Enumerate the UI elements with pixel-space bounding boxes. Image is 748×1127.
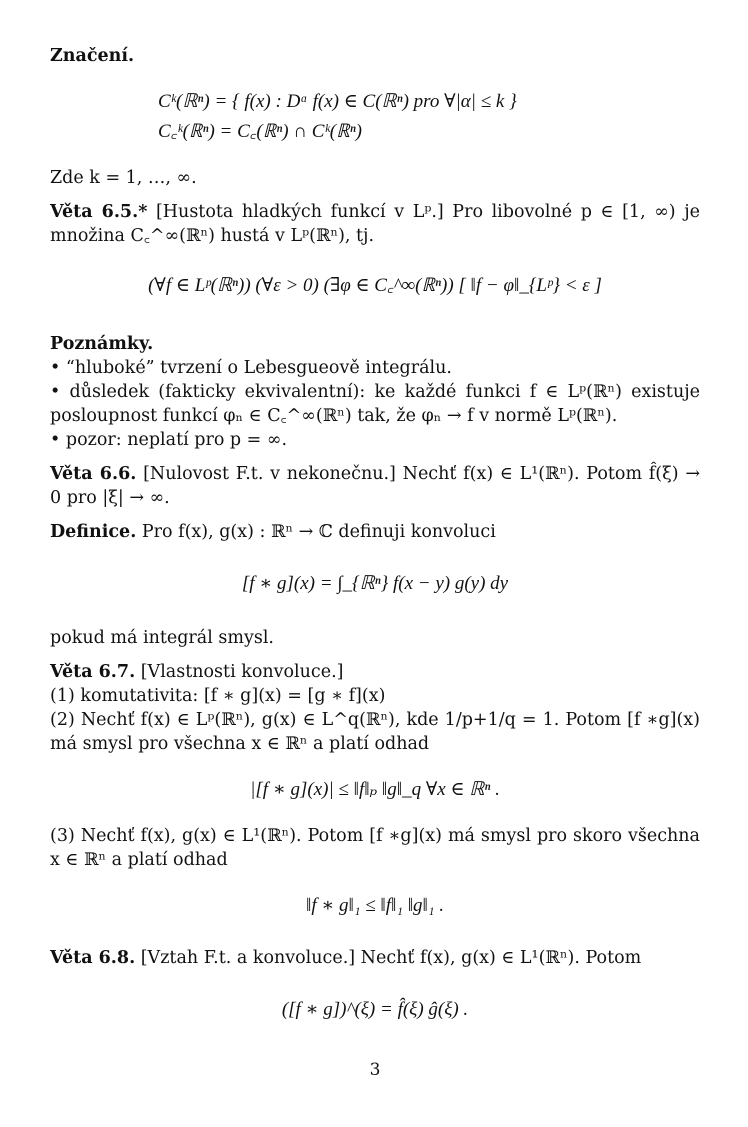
theorem-6-7-part-2: (2) Nechť f(x) ∈ Lᵖ(ℝⁿ), g(x) ∈ L^q(ℝⁿ), kde 1/p+1/q = 1. Potom [f ∗g](x) má smysl pro všechna x ∈ ℝⁿ a platí odhad bbox=[50, 710, 700, 754]
theorem-6-6 bbox=[50, 462, 700, 510]
theorem-6-7-title: [Vlastnosti konvoluce.] bbox=[135, 662, 344, 682]
remark-2: • důsledek (fakticky ekvivalentní): ke každé funkci f ∈ Lᵖ(ℝⁿ) existuje posloupnost funkcí φₙ ∈ C꜀^∞(ℝⁿ) tak, že φₙ → f v normě Lᵖ(ℝⁿ). bbox=[50, 382, 700, 426]
theorem-6-7 bbox=[50, 660, 700, 684]
page-number: 3 bbox=[369, 1060, 381, 1080]
theorem-6-7-equation-2: |[f ∗ g](x)| ≤ ‖f‖ₚ ‖g‖_q ∀x ∈ ℝⁿ . bbox=[250, 779, 500, 800]
theorem-6-5-label: Věta 6.5.* bbox=[50, 202, 148, 222]
remarks-heading: Poznámky. bbox=[50, 334, 154, 354]
theorem-6-5 bbox=[50, 200, 700, 248]
theorem-6-5-equation: (∀f ∈ Lᵖ(ℝⁿ)) (∀ε > 0) (∃φ ∈ C꜀^∞(ℝⁿ)) [ ‖f − φ‖_{Lᵖ} < ε ] bbox=[148, 275, 602, 296]
remark-3: • pozor: neplatí pro p = ∞. bbox=[50, 430, 288, 450]
zde-line: Zde k = 1, …, ∞. bbox=[50, 168, 197, 188]
definition-after: pokud má integrál smysl. bbox=[50, 628, 274, 648]
definition-text: Pro f(x), g(x) : ℝⁿ → ℂ definuji konvoluci bbox=[136, 522, 496, 542]
theorem-6-6-text: [Nulovost F.t. v nekonečnu.] Nechť f(x) ∈ L¹(ℝⁿ). Potom f̂(ξ) → 0 pro |ξ| → ∞. bbox=[50, 464, 700, 508]
theorem-6-7-label: Věta 6.7. bbox=[50, 662, 136, 682]
theorem-6-7-part-3: (3) Nechť f(x), g(x) ∈ L¹(ℝⁿ). Potom [f ∗g](x) má smysl pro skoro všechna x ∈ ℝⁿ a platí odhad bbox=[50, 826, 700, 870]
theorem-6-8 bbox=[50, 946, 700, 970]
theorem-6-6-label: Věta 6.6. bbox=[50, 464, 137, 484]
theorem-6-5-text: [Hustota hladkých funkcí v Lᵖ.] Pro libovolné p ∈ [1, ∞) je množina C꜀^∞(ℝⁿ) hustá v Lᵖ(ℝⁿ), tj. bbox=[50, 202, 701, 246]
theorem-6-8-label: Věta 6.8. bbox=[50, 948, 136, 968]
heading-notation: Značení. bbox=[50, 46, 135, 66]
theorem-6-8-equation: ([f ∗ g])^(ξ) = f̂(ξ) ĝ(ξ) . bbox=[281, 999, 469, 1020]
definition-label: Definice. bbox=[50, 522, 137, 542]
equation-ckc: C꜀ᵏ(ℝⁿ) = C꜀(ℝⁿ) ∩ Cᵏ(ℝⁿ) bbox=[158, 121, 363, 142]
equation-ck: Cᵏ(ℝⁿ) = { f(x) : Dᵅ f(x) ∈ C(ℝⁿ) pro ∀|α| ≤ k } bbox=[158, 91, 517, 112]
theorem-6-8-text: [Vztah F.t. a konvoluce.] Nechť f(x), g(x) ∈ L¹(ℝⁿ). Potom bbox=[135, 948, 642, 968]
definition bbox=[50, 520, 700, 544]
remark-1: • “hluboké” tvrzení o Lebesgueově integrálu. bbox=[50, 358, 452, 378]
theorem-6-7-part-1: (1) komutativita: [f ∗ g](x) = [g ∗ f](x) bbox=[50, 686, 386, 706]
theorem-6-7-equation-3: ‖f ∗ g‖₁ ≤ ‖f‖₁ ‖g‖₁ . bbox=[306, 895, 444, 916]
convolution-equation: [f ∗ g](x) = ∫_{ℝⁿ} f(x − y) g(y) dy bbox=[241, 573, 509, 594]
